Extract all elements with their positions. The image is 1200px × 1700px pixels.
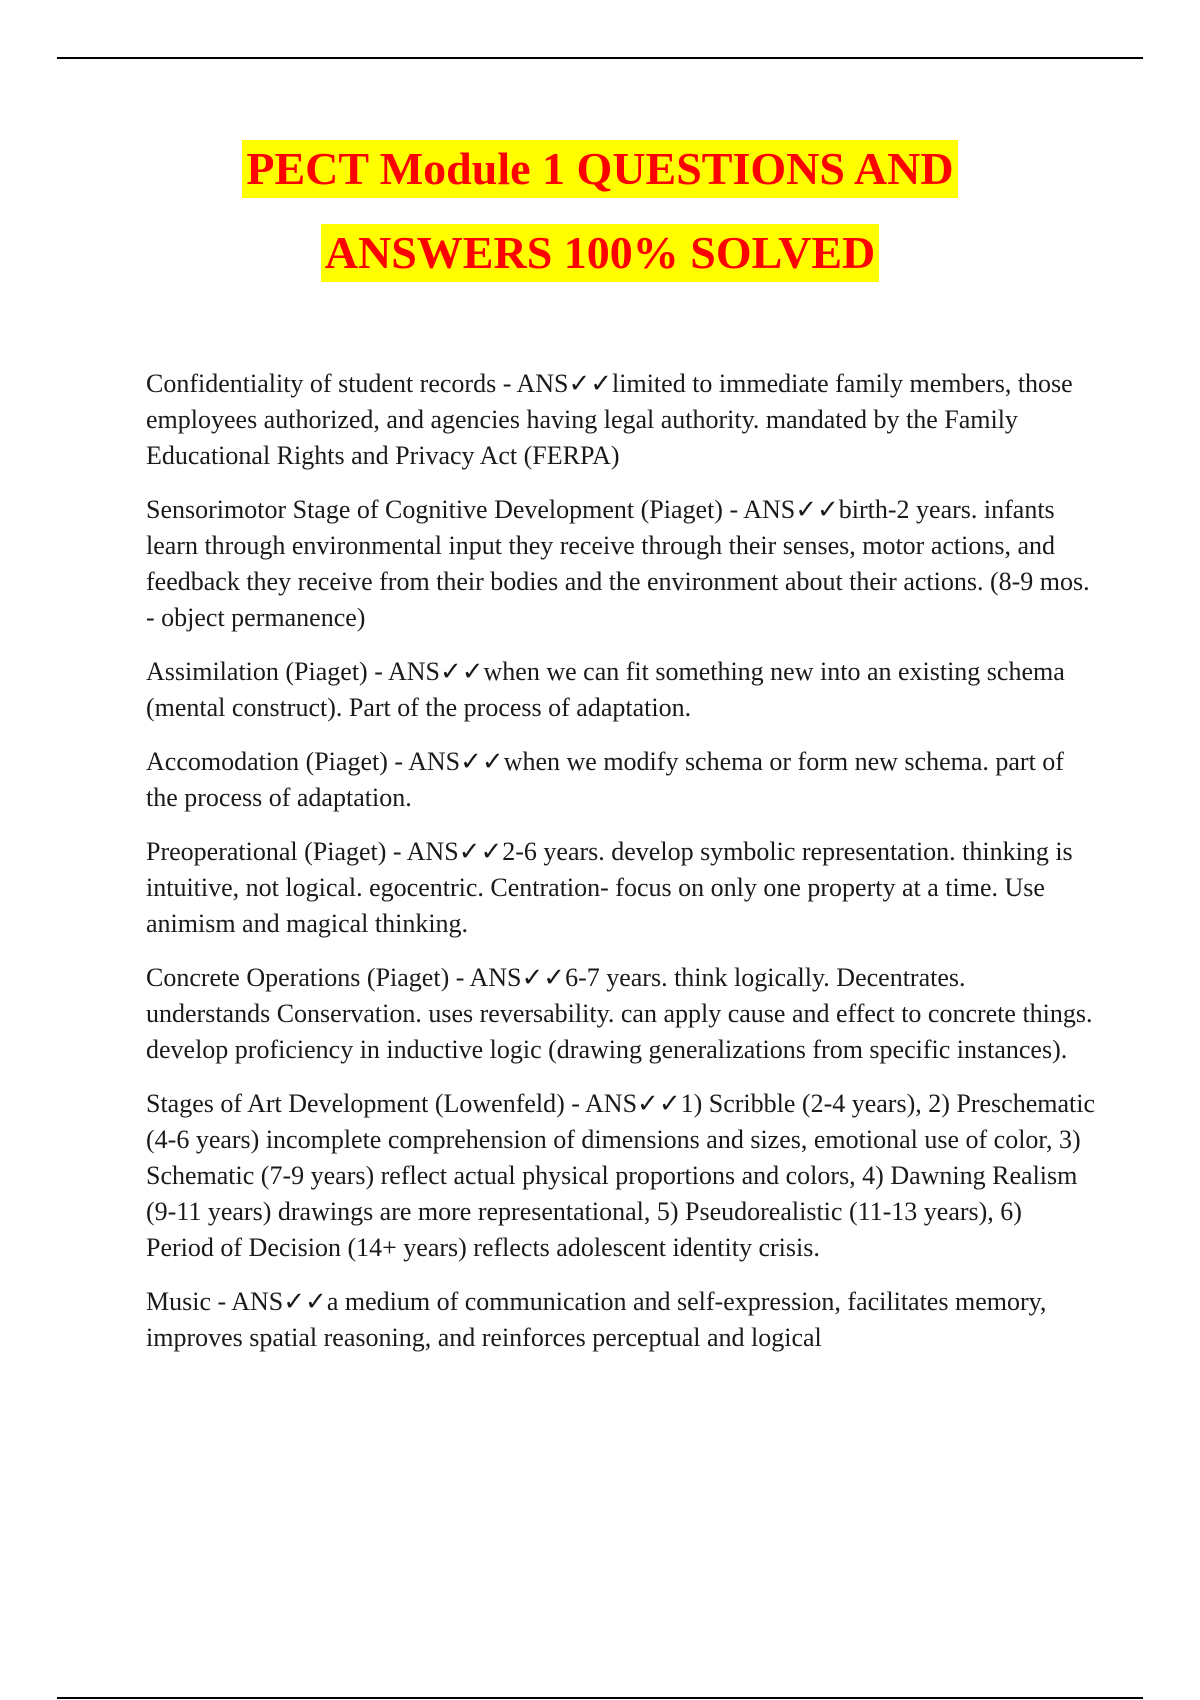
- answer-marker: ANS✓✓: [408, 747, 504, 776]
- top-rule: [57, 57, 1143, 59]
- qa-entry: Stages of Art Development (Lowenfeld) - ANS✓✓1) Scribble (2-4 years), 2) Preschematic (4-6 years) incomplete comprehension of dimensions and sizes, emotional use of color, 3) Schematic (7-9 years) reflect actual physical proportions and colors, 4) Dawning Realism (9-11 years) drawings are more representational, 5) Pseudorealistic (11-13 years), 6) Period of Decision (14+ years) reflects adolescent identity crisis.: [146, 1089, 1096, 1262]
- entry-answer: limited to immediate family members, those employees authorized, and agencies having legal authority. mandated by the Family Educational Rights and Privacy Act (FERPA): [146, 369, 1073, 470]
- entry-answer: a medium of communication and self-expression, facilitates memory, improves spatial reasoning, and reinforces perceptual and logical: [146, 1287, 1047, 1352]
- qa-entry: Confidentiality of student records - ANS✓✓limited to immediate family members, those employees authorized, and agencies having legal authority. mandated by the Family Educational Rights and Privacy Act (FERPA): [146, 369, 1073, 470]
- entry-term: Preoperational (Piaget): [146, 837, 387, 866]
- qa-entry: Assimilation (Piaget) - ANS✓✓when we can fit something new into an existing schema (mental construct). Part of the process of adaptation.: [146, 657, 1065, 722]
- entry-term: Accomodation (Piaget): [146, 747, 388, 776]
- entry-answer: 6-7 years. think logically. Decentrates. understands Conservation. uses reversability. can apply cause and effect to concrete things. develop proficiency in inductive logic (drawing generalizations from specific instances).: [146, 963, 1093, 1064]
- title-line-1: PECT Module 1 QUESTIONS AND: [242, 140, 957, 198]
- entry-term: Assimilation (Piaget): [146, 657, 368, 686]
- qa-entry: Concrete Operations (Piaget) - ANS✓✓6-7 years. think logically. Decentrates. understands Conservation. uses reversability. can apply cause and effect to concrete things. develop proficiency in inductive logic (drawing generalizations from specific instances).: [146, 963, 1093, 1064]
- entry-term: Confidentiality of student records: [146, 369, 497, 398]
- qa-entry: Sensorimotor Stage of Cognitive Development (Piaget) - ANS✓✓birth-2 years. infants learn through environmental input they receive through their senses, motor actions, and feedback they receive from their bodies and the environment about their actions. (8-9 mos. - object permanence): [146, 495, 1090, 632]
- entry-answer: 1) Scribble (2-4 years), 2) Preschematic (4-6 years) incomplete comprehension of dimensions and sizes, emotional use of color, 3) Schematic (7-9 years) reflect actual physical proportions and colors, 4) Dawning Realism (9-11 years) drawings are more representational, 5) Pseudorealistic (11-13 years), 6) Period of Decision (14+ years) reflects adolescent identity crisis.: [146, 1089, 1096, 1262]
- entry-answer: when we modify schema or form new schema. part of the process of adaptation.: [146, 747, 1064, 812]
- qa-entry: Preoperational (Piaget) - ANS✓✓2-6 years. develop symbolic representation. thinking is intuitive, not logical. egocentric. Centration- focus on only one property at a time. Use animism and magical thinking.: [146, 837, 1073, 938]
- entry-answer: birth-2 years. infants learn through environmental input they receive through their senses, motor actions, and feedback they receive from their bodies and the environment about their actions. (8-9 mos. - object permanence): [146, 495, 1090, 632]
- qa-entry: Music - ANS✓✓a medium of communication and self-expression, facilitates memory, improves spatial reasoning, and reinforces perceptual and logical: [146, 1287, 1047, 1352]
- answer-marker: ANS✓✓: [406, 837, 503, 866]
- entry-term: Concrete Operations (Piaget): [146, 963, 450, 992]
- answer-marker: ANS✓✓: [743, 495, 839, 524]
- bottom-rule: [57, 1697, 1143, 1699]
- qa-list: [146, 366, 1096, 1374]
- entry-answer: 2-6 years. develop symbolic representation. thinking is intuitive, not logical. egocentric. Centration- focus on only one property at a time. Use animism and magical thinking.: [146, 837, 1073, 938]
- entry-term: Stages of Art Development (Lowenfeld): [146, 1089, 565, 1118]
- answer-marker: ANS✓✓: [516, 369, 613, 398]
- answer-marker: ANS✓✓: [231, 1287, 327, 1316]
- entry-term: Music: [146, 1287, 211, 1316]
- answer-marker: ANS✓✓: [469, 963, 566, 992]
- answer-marker: ANS✓✓: [387, 657, 484, 686]
- entry-answer: when we can fit something new into an existing schema (mental construct). Part of the process of adaptation.: [146, 657, 1065, 722]
- qa-entry: Accomodation (Piaget) - ANS✓✓when we modify schema or form new schema. part of the process of adaptation.: [146, 747, 1064, 812]
- entry-term: Sensorimotor Stage of Cognitive Development (Piaget): [146, 495, 723, 524]
- document-title: [0, 140, 1200, 308]
- title-line-2: ANSWERS 100% SOLVED: [321, 224, 879, 282]
- answer-marker: ANS✓✓: [585, 1089, 681, 1118]
